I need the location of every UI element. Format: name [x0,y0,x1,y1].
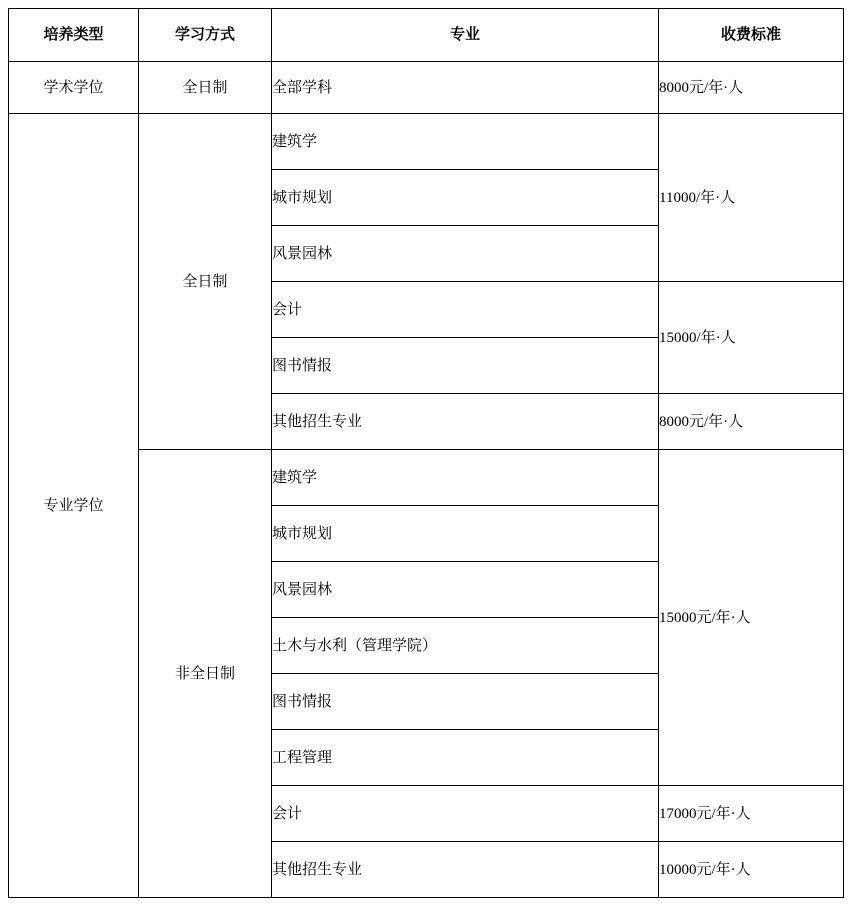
col-header-study-mode: 学习方式 [139,9,272,62]
table-row [9,114,844,170]
cell-study-mode: 全日制 [139,62,272,114]
cell-major: 城市规划 [272,170,659,226]
table-row [9,62,844,114]
header-row [9,9,844,62]
cell-major: 风景园林 [272,226,659,282]
cell-study-mode: 非全日制 [139,450,272,898]
cell-fee: 10000元/年·人 [659,842,844,898]
cell-fee: 8000元/年·人 [659,62,844,114]
cell-major: 土木与水利（管理学院） [272,618,659,674]
cell-fee: 11000/年·人 [659,114,844,282]
cell-major: 全部学科 [272,62,659,114]
col-header-training-type: 培养类型 [9,9,139,62]
cell-fee: 17000元/年·人 [659,786,844,842]
cell-fee: 8000元/年·人 [659,394,844,450]
cell-major: 城市规划 [272,506,659,562]
cell-major: 风景园林 [272,562,659,618]
cell-major: 图书情报 [272,338,659,394]
cell-major: 建筑学 [272,450,659,506]
cell-major: 其他招生专业 [272,842,659,898]
cell-fee: 15000元/年·人 [659,450,844,786]
cell-training-type: 学术学位 [9,62,139,114]
cell-major: 建筑学 [272,114,659,170]
tuition-fee-table [8,8,844,898]
col-header-fee-standard: 收费标准 [659,9,844,62]
cell-major: 其他招生专业 [272,394,659,450]
col-header-major: 专业 [272,9,659,62]
cell-major: 图书情报 [272,674,659,730]
cell-major: 会计 [272,786,659,842]
cell-fee: 15000/年·人 [659,282,844,394]
cell-study-mode: 全日制 [139,114,272,450]
cell-major: 会计 [272,282,659,338]
cell-major: 工程管理 [272,730,659,786]
cell-training-type: 专业学位 [9,114,139,898]
